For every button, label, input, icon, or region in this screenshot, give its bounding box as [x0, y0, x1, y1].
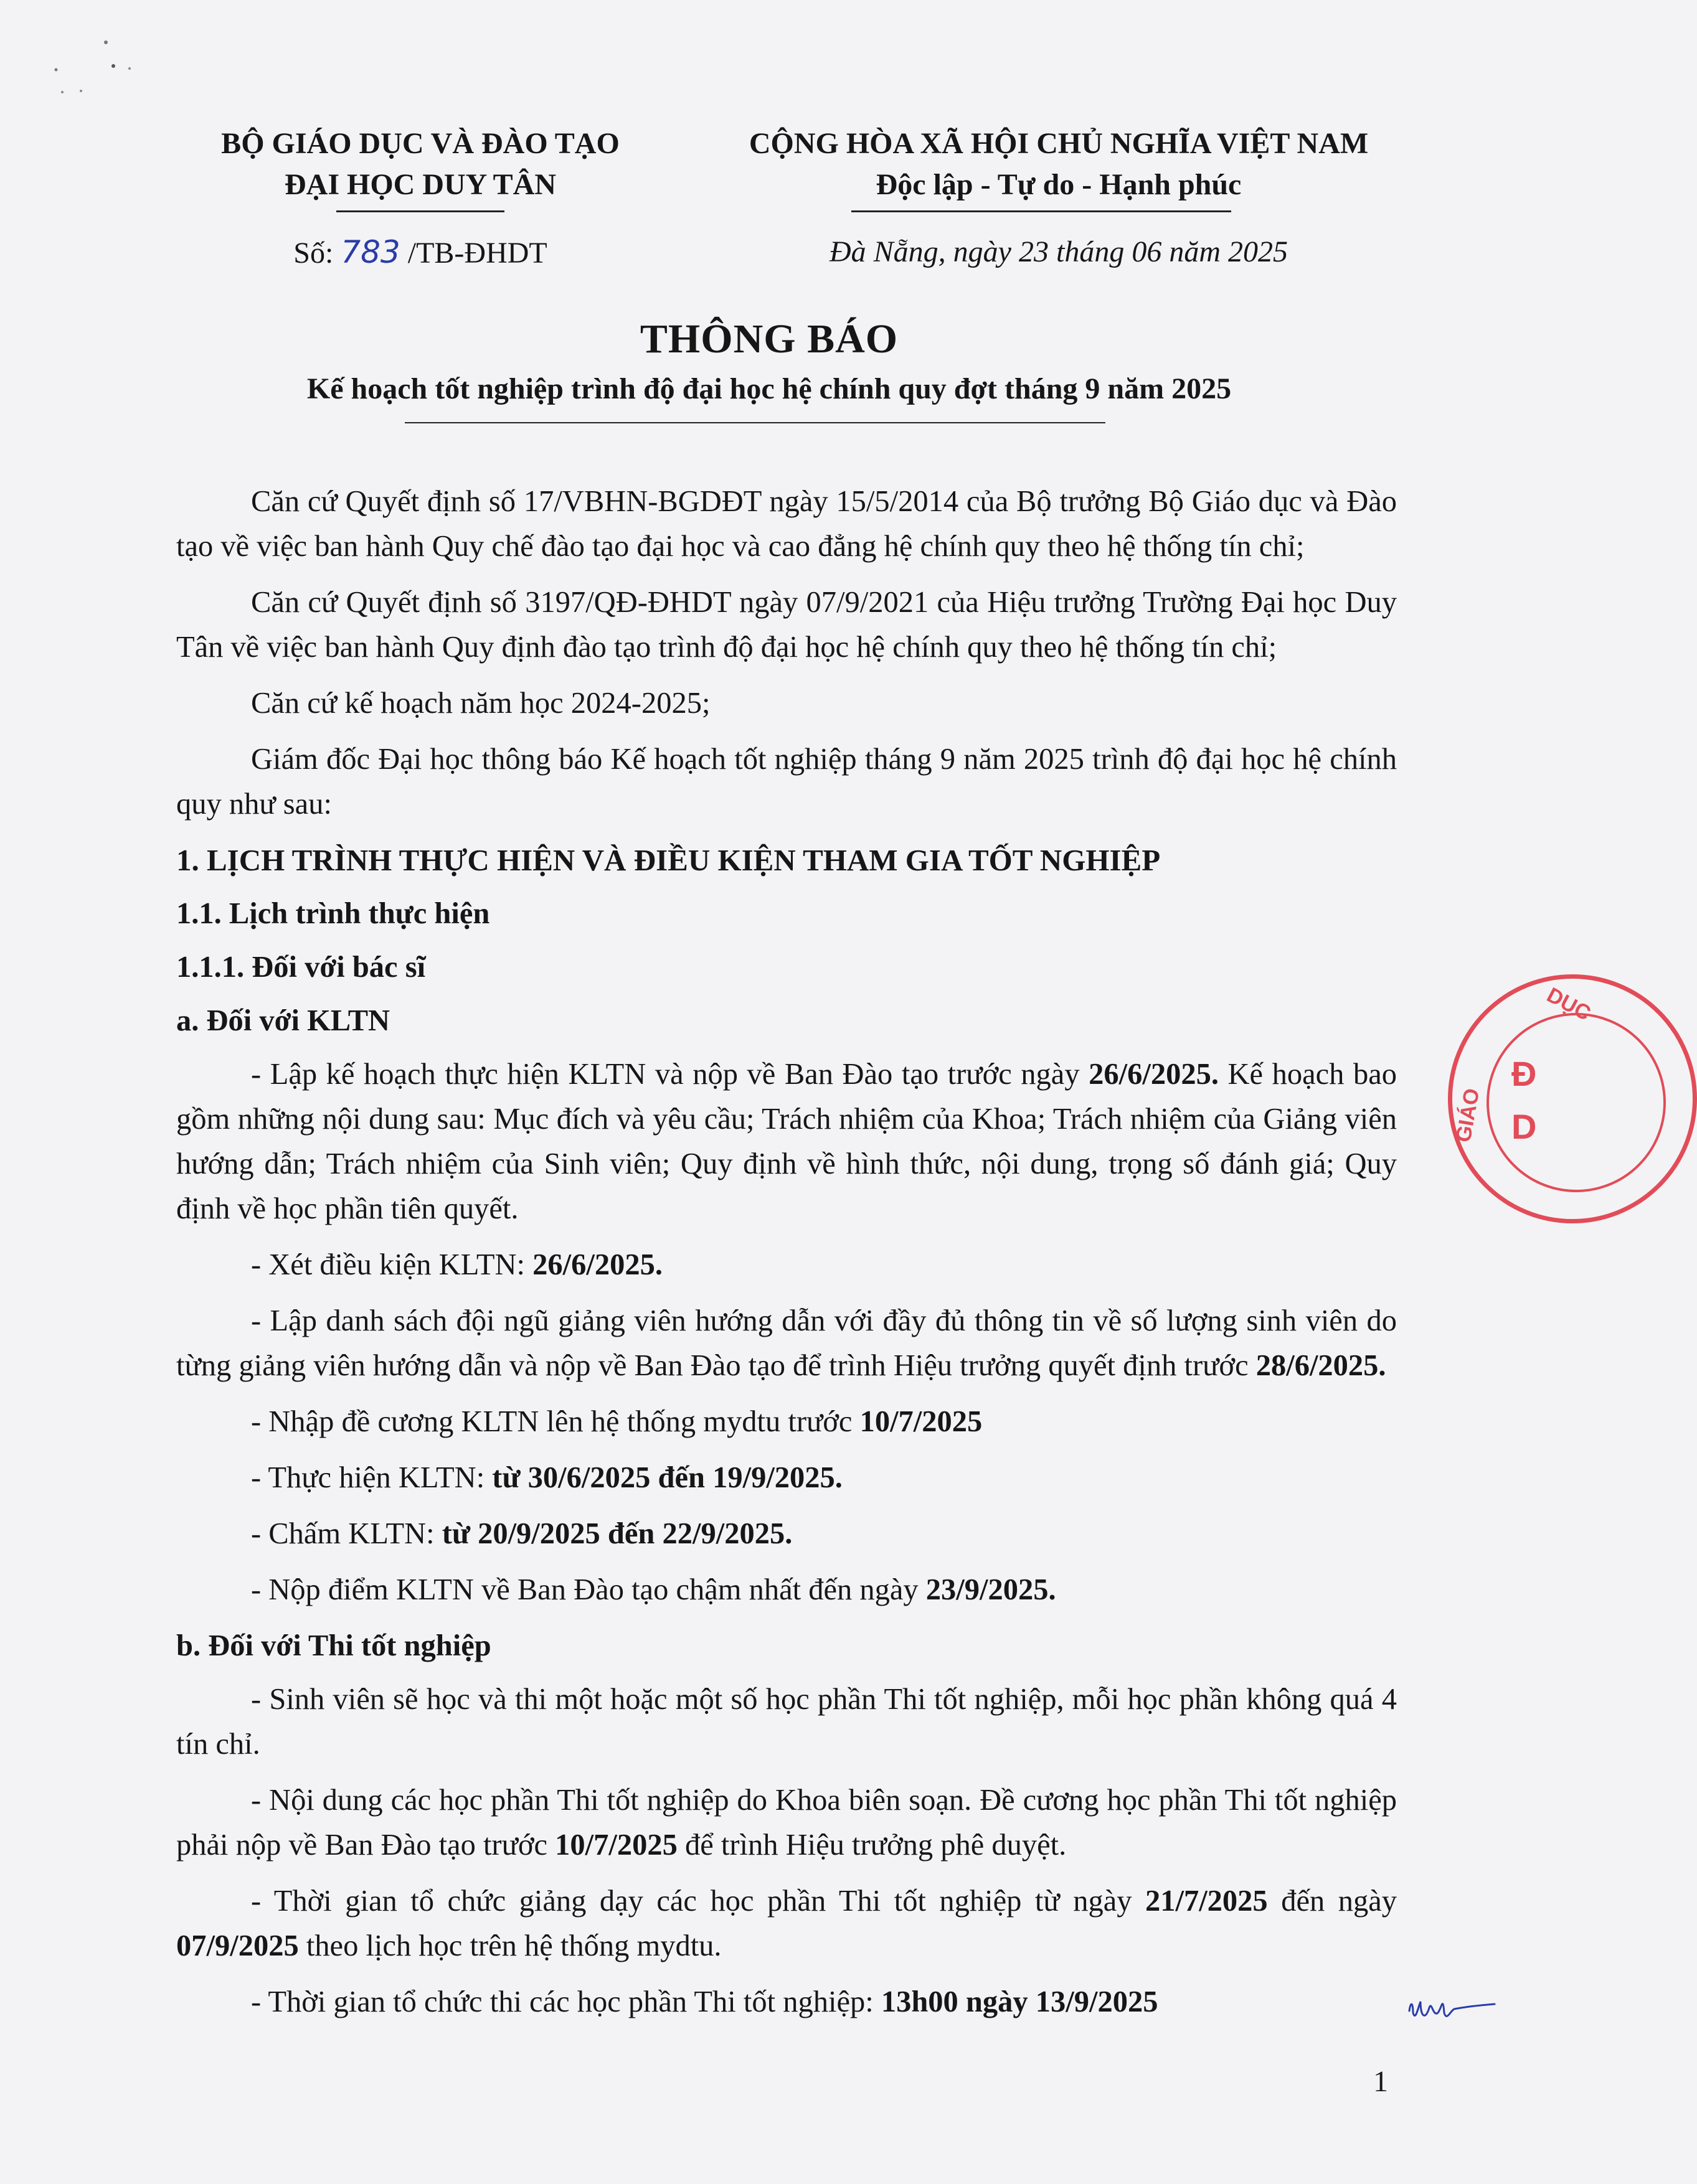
list-item: - Nhập đề cương KLTN lên hệ thống mydtu trước 10/7/2025: [251, 1405, 983, 1438]
number-prefix: Số:: [293, 237, 341, 270]
list-item: - Lập danh sách đội ngũ giảng viên hướng dẫn với đầy đủ thông tin về số lượng sinh viên do từng giảng viên hướng dẫn và nộp về Ban Đào tạo để trình Hiệu trưởng quyết định trước 28/6/2025.: [176, 1304, 1397, 1382]
list-item: - Thực hiện KLTN: từ 30/6/2025 đến 19/9/2025.: [251, 1461, 843, 1494]
seal-inner-ring: [1487, 1013, 1666, 1192]
document-body: [176, 479, 1397, 2036]
subsection-heading-a: a. Đối với KLTN: [176, 1004, 390, 1037]
republic-title: CỘNG HÒA XÃ HỘI CHỦ NGHĨA VIỆT NAM: [749, 127, 1369, 160]
list-item: - Xét điều kiện KLTN: 26/6/2025.: [251, 1248, 663, 1281]
seal-side-text: GIÁO: [1451, 1086, 1485, 1144]
issuer-block: [181, 123, 660, 205]
motto-underline: [851, 210, 1231, 212]
legal-basis-1: Căn cứ Quyết định số 17/VBHN-BGDĐT ngày 15/5/2014 của Bộ trưởng Bộ Giáo dục và Đào tạo về việc ban hành Quy chế đào tạo đại học và cao đẳng hệ chính quy theo hệ thống tín chỉ;: [176, 485, 1397, 563]
subsection-heading-b: b. Đối với Thi tốt nghiệp: [176, 1629, 491, 1662]
legal-basis-2: Căn cứ Quyết định số 3197/QĐ-ĐHDT ngày 07/9/2021 của Hiệu trưởng Trường Đại học Duy Tân về việc ban hành Quy định đào tạo trình độ đại học hệ chính quy theo hệ thống tín chỉ;: [176, 586, 1397, 664]
university-name: ĐẠI HỌC DUY TÂN: [284, 168, 557, 201]
scan-specks: [44, 31, 168, 118]
ministry-name: BỘ GIÁO DỤC VÀ ĐÀO TẠO: [221, 127, 620, 160]
signature-initial: [1404, 1983, 1498, 2033]
seal-letter-1: Đ: [1511, 1054, 1537, 1093]
document-title: THÔNG BÁO: [640, 316, 899, 362]
section-heading-1-1: 1.1. Lịch trình thực hiện: [176, 897, 490, 930]
national-title-block: [685, 123, 1432, 205]
seal-arc-text: DỤC: [1543, 982, 1595, 1026]
seal-letter-2: D: [1511, 1107, 1537, 1146]
subtitle-underline: [405, 422, 1105, 423]
list-item: - Sinh viên sẽ học và thi một hoặc một số học phần Thi tốt nghiệp, mỗi học phần không quá 4 tín chỉ.: [176, 1683, 1397, 1761]
section-heading-1-1-1: 1.1.1. Đối với bác sĩ: [176, 951, 426, 984]
list-item: - Thời gian tổ chức thi các học phần Thi tốt nghiệp: 13h00 ngày 13/9/2025: [251, 1985, 1158, 2018]
number-suffix: /TB-ĐHDT: [400, 237, 547, 270]
list-item: - Nộp điểm KLTN về Ban Đào tạo chậm nhất đến ngày 23/9/2025.: [251, 1573, 1056, 1606]
page-number: 1: [1373, 2065, 1388, 2098]
list-item: - Lập kế hoạch thực hiện KLTN và nộp về Ban Đào tạo trước ngày 26/6/2025. Kế hoạch bao gồm những nội dung sau: Mục đích và yêu cầu; Trách nhiệm của Khoa; Trách nhiệm của Giảng viên hướng dẫn; Trách nhiệm của Sinh viên; Quy định về hình thức, nội dung, trọng số đánh giá; Quy định về học phần tiên quyết.: [176, 1058, 1397, 1225]
list-item: - Chấm KLTN: từ 20/9/2025 đến 22/9/2025.: [251, 1517, 793, 1550]
document-subtitle: Kế hoạch tốt nghiệp trình độ đại học hệ chính quy đợt tháng 9 năm 2025: [306, 372, 1232, 405]
handwritten-number: 783: [341, 234, 400, 270]
place-date: Đà Nẵng, ngày 23 tháng 06 năm 2025: [830, 235, 1288, 268]
list-item: - Thời gian tổ chức giảng dạy các học phần Thi tốt nghiệp từ ngày 21/7/2025 đến ngày 07/9/2025 theo lịch học trên hệ thống mydtu.: [176, 1885, 1397, 1962]
national-motto: Độc lập - Tự do - Hạnh phúc: [876, 168, 1242, 201]
section-heading-1: 1. LỊCH TRÌNH THỰC HIỆN VÀ ĐIỀU KIỆN THAM GIA TỐT NGHIỆP: [176, 843, 1161, 877]
university-underline: [336, 210, 504, 212]
list-item: - Nội dung các học phần Thi tốt nghiệp do Khoa biên soạn. Đề cương học phần Thi tốt nghiệp phải nộp về Ban Đào tạo trước 10/7/2025 để trình Hiệu trưởng phê duyệt.: [176, 1784, 1397, 1862]
legal-basis-3: Căn cứ kế hoạch năm học 2024-2025;: [251, 687, 711, 720]
official-seal: [1448, 974, 1697, 1223]
document-number: [181, 232, 660, 274]
announcement-intro: Giám đốc Đại học thông báo Kế hoạch tốt nghiệp tháng 9 năm 2025 trình độ đại học hệ chính quy như sau:: [176, 743, 1397, 821]
